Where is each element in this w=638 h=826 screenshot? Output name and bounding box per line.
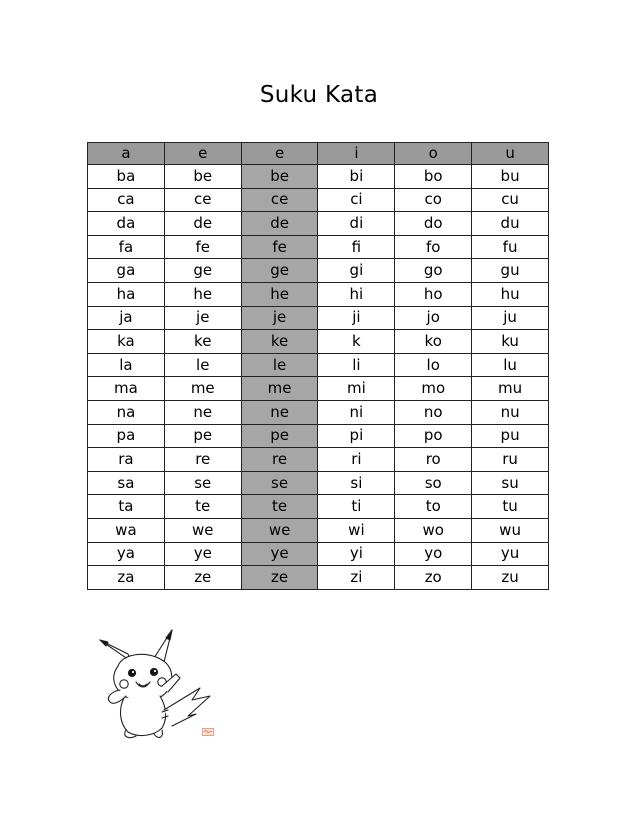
table-cell: ce bbox=[164, 188, 241, 212]
table-row bbox=[88, 448, 549, 472]
table-cell: se bbox=[241, 471, 318, 495]
page-title: Suku Kata bbox=[259, 82, 379, 108]
table-cell: ye bbox=[241, 542, 318, 566]
table-cell: pa bbox=[88, 424, 165, 448]
table-cell: ji bbox=[318, 306, 395, 330]
table-cell: be bbox=[164, 165, 241, 189]
table-row bbox=[88, 188, 549, 212]
table-cell: fo bbox=[395, 235, 472, 259]
column-header: e bbox=[164, 143, 241, 165]
table-row bbox=[88, 259, 549, 283]
table-cell: ho bbox=[395, 282, 472, 306]
table-cell: ja bbox=[88, 306, 165, 330]
table-cell: te bbox=[164, 495, 241, 519]
syllable-table bbox=[87, 142, 549, 590]
table-cell: ke bbox=[241, 330, 318, 354]
table-cell: ko bbox=[395, 330, 472, 354]
table-cell: ne bbox=[241, 400, 318, 424]
table-header-row bbox=[88, 143, 549, 165]
table-cell: fe bbox=[241, 235, 318, 259]
table-cell: po bbox=[395, 424, 472, 448]
table-cell: go bbox=[395, 259, 472, 283]
table-cell: de bbox=[164, 212, 241, 236]
table-cell: me bbox=[164, 377, 241, 401]
table-cell: je bbox=[164, 306, 241, 330]
table-cell: wu bbox=[472, 518, 549, 542]
table-cell: ro bbox=[395, 448, 472, 472]
table-row bbox=[88, 424, 549, 448]
table-cell: ma bbox=[88, 377, 165, 401]
table-cell: yu bbox=[472, 542, 549, 566]
table-cell: so bbox=[395, 471, 472, 495]
table-cell: gu bbox=[472, 259, 549, 283]
table-row bbox=[88, 330, 549, 354]
table-cell: pu bbox=[472, 424, 549, 448]
table-row bbox=[88, 471, 549, 495]
table-cell: jo bbox=[395, 306, 472, 330]
table-cell: me bbox=[241, 377, 318, 401]
table-cell: pe bbox=[241, 424, 318, 448]
table-cell: k bbox=[318, 330, 395, 354]
table-cell: ju bbox=[472, 306, 549, 330]
table-cell: ti bbox=[318, 495, 395, 519]
table-cell: hu bbox=[472, 282, 549, 306]
table-cell: li bbox=[318, 353, 395, 377]
table-cell: ke bbox=[164, 330, 241, 354]
table-cell: ka bbox=[88, 330, 165, 354]
table-row bbox=[88, 282, 549, 306]
table-cell: bo bbox=[395, 165, 472, 189]
table-cell: tu bbox=[472, 495, 549, 519]
table-cell: he bbox=[241, 282, 318, 306]
table-cell: he bbox=[164, 282, 241, 306]
table-cell: do bbox=[395, 212, 472, 236]
table-row bbox=[88, 165, 549, 189]
table-cell: wi bbox=[318, 518, 395, 542]
table-row bbox=[88, 353, 549, 377]
table-cell: wo bbox=[395, 518, 472, 542]
table-cell: zu bbox=[472, 566, 549, 590]
table-cell: se bbox=[164, 471, 241, 495]
table-cell: re bbox=[241, 448, 318, 472]
table-cell: ge bbox=[241, 259, 318, 283]
table-cell: di bbox=[318, 212, 395, 236]
table-cell: mo bbox=[395, 377, 472, 401]
table-cell: si bbox=[318, 471, 395, 495]
table-cell: su bbox=[472, 471, 549, 495]
table-cell: fe bbox=[164, 235, 241, 259]
watermark-stamp bbox=[202, 728, 214, 736]
table-cell: hi bbox=[318, 282, 395, 306]
column-header: a bbox=[88, 143, 165, 165]
table-cell: be bbox=[241, 165, 318, 189]
table-cell: fi bbox=[318, 235, 395, 259]
table-cell: je bbox=[241, 306, 318, 330]
table-cell: du bbox=[472, 212, 549, 236]
table-cell: ra bbox=[88, 448, 165, 472]
table-row bbox=[88, 495, 549, 519]
table-cell: sa bbox=[88, 471, 165, 495]
table-cell: we bbox=[241, 518, 318, 542]
table-cell: de bbox=[241, 212, 318, 236]
table-cell: bu bbox=[472, 165, 549, 189]
table-cell: ce bbox=[241, 188, 318, 212]
table-row bbox=[88, 542, 549, 566]
table-cell: fa bbox=[88, 235, 165, 259]
table-cell: ze bbox=[164, 566, 241, 590]
table-cell: no bbox=[395, 400, 472, 424]
table-cell: mu bbox=[472, 377, 549, 401]
pikachu-icon bbox=[92, 626, 222, 744]
table-cell: cu bbox=[472, 188, 549, 212]
table-row bbox=[88, 306, 549, 330]
table-cell: pi bbox=[318, 424, 395, 448]
table-cell: za bbox=[88, 566, 165, 590]
table-row bbox=[88, 235, 549, 259]
table-cell: nu bbox=[472, 400, 549, 424]
table-cell: ye bbox=[164, 542, 241, 566]
table-cell: na bbox=[88, 400, 165, 424]
table-row bbox=[88, 566, 549, 590]
table-cell: ni bbox=[318, 400, 395, 424]
table-row bbox=[88, 400, 549, 424]
table-cell: te bbox=[241, 495, 318, 519]
table-cell: zo bbox=[395, 566, 472, 590]
column-header: e bbox=[241, 143, 318, 165]
column-header: o bbox=[395, 143, 472, 165]
table-cell: re bbox=[164, 448, 241, 472]
table-cell: ga bbox=[88, 259, 165, 283]
table-cell: yi bbox=[318, 542, 395, 566]
table-cell: ba bbox=[88, 165, 165, 189]
table-cell: le bbox=[241, 353, 318, 377]
table-row bbox=[88, 377, 549, 401]
column-header: i bbox=[318, 143, 395, 165]
table-cell: ku bbox=[472, 330, 549, 354]
table-cell: ne bbox=[164, 400, 241, 424]
table-cell: ri bbox=[318, 448, 395, 472]
table-cell: gi bbox=[318, 259, 395, 283]
table-cell: la bbox=[88, 353, 165, 377]
table-cell: ru bbox=[472, 448, 549, 472]
table-cell: co bbox=[395, 188, 472, 212]
table-cell: yo bbox=[395, 542, 472, 566]
table-cell: to bbox=[395, 495, 472, 519]
table-cell: mi bbox=[318, 377, 395, 401]
table-cell: zi bbox=[318, 566, 395, 590]
table-cell: ci bbox=[318, 188, 395, 212]
table-cell: lo bbox=[395, 353, 472, 377]
table-cell: ta bbox=[88, 495, 165, 519]
table-cell: ya bbox=[88, 542, 165, 566]
table-row bbox=[88, 518, 549, 542]
table-cell: we bbox=[164, 518, 241, 542]
table-cell: ha bbox=[88, 282, 165, 306]
table-row bbox=[88, 212, 549, 236]
table-cell: bi bbox=[318, 165, 395, 189]
table-cell: da bbox=[88, 212, 165, 236]
table-cell: ge bbox=[164, 259, 241, 283]
table-cell: wa bbox=[88, 518, 165, 542]
table-cell: fu bbox=[472, 235, 549, 259]
table-cell: lu bbox=[472, 353, 549, 377]
table-cell: le bbox=[164, 353, 241, 377]
table-cell: ca bbox=[88, 188, 165, 212]
table-cell: ze bbox=[241, 566, 318, 590]
table-cell: pe bbox=[164, 424, 241, 448]
column-header: u bbox=[472, 143, 549, 165]
